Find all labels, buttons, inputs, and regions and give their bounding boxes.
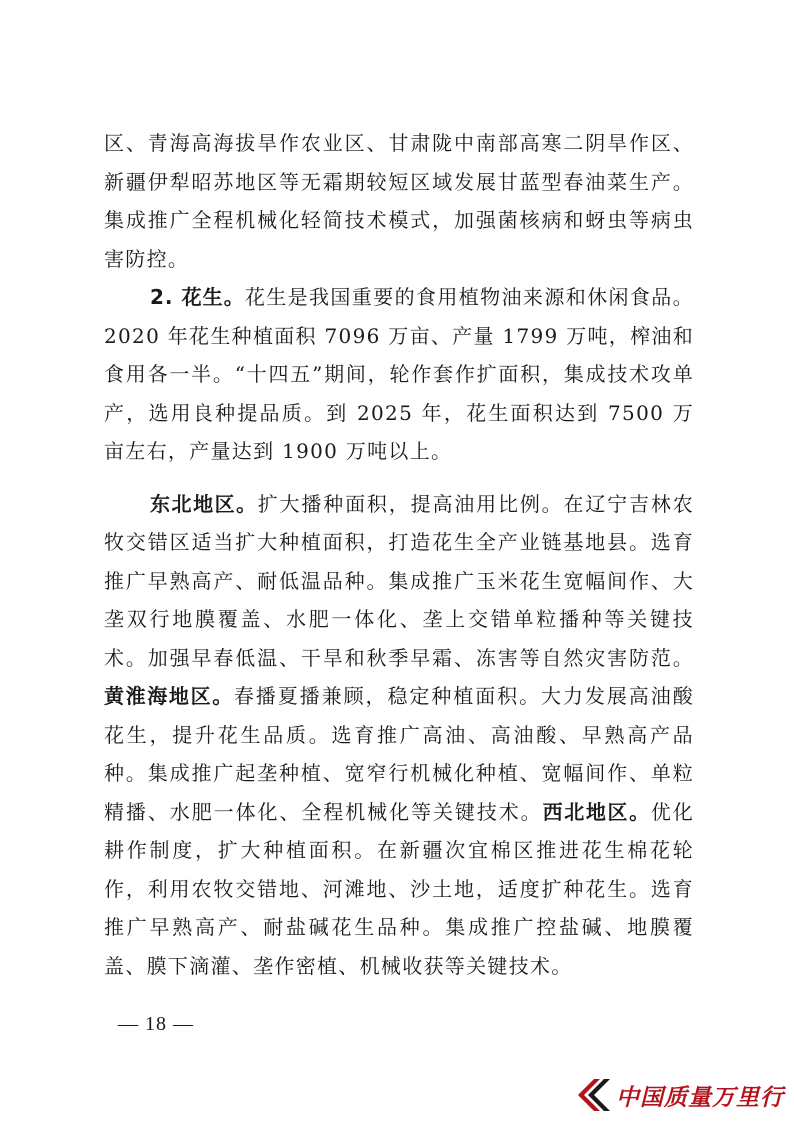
peanut-paragraph [104,278,694,471]
region-heading-huanghuaihai: 黄淮海地区。 [104,684,234,708]
region-heading-northeast: 东北地区。 [150,491,258,516]
body-text [104,124,694,985]
region-text-huanghuaihai: 春播夏播兼顾，稳定种植面积。大力发展高油酸花生，提升花生品质。选育推广高油、高油酸、早熟高产品种。集成推广起垄种植、宽窄行机械化种植、宽幅间作、单粒精播、水肥一体化、全程机械化等关键技术。 [104,684,694,824]
watermark-text: 中国质量万里行 [616,1084,784,1111]
region-text-northeast: 扩大播种面积，提高油用比例。在辽宁吉林农牧交错区适当扩大种植面积，打造花生全产业链基地县。选育推广早熟高产、耐低温品种。集成推广玉米花生宽幅间作、大垄双行地膜覆盖、水肥一体化、垄上交错单粒播种等关键技术。加强早春低温、干旱和秋季早霜、冻害等自然灾害防范。 [104,491,695,670]
region-heading-northwest: 西北地区。 [542,799,651,824]
section-heading-peanut: 2. 花生。 [150,285,245,309]
watermark [574,1075,784,1115]
page-number: — 18 — [118,1013,194,1035]
region-text-northwest: 优化耕作制度，扩大种植面积。在新疆次宜棉区推进花生棉花轮作，利用农牧交错地、河滩地、沙土地，适度扩种花生。选育推广早熟高产、耐盐碱花生品种。集成推广控盐碱、地膜覆盖、膜下滴灌、垄作密植、机械收获等关键技术。 [104,799,694,978]
regions-paragraph [104,485,694,986]
chevron-logo-icon [574,1075,614,1115]
peanut-intro-text: 花生是我国重要的食用植物油来源和休闲食品。2020 年花生种植面积 7096 万亩、产量 1799 万吨，榨油和食用各一半。“十四五”期间，轮作套作扩面积，集成技术攻单产，选用良种提品质。到 2025 年，花生面积达到 7500 万亩左右，产量达到 1900 万吨以上。 [104,285,694,463]
continuation-text: 区、青海高海拔旱作农业区、甘肃陇中南部高寒二阴旱作区、新疆伊犁昭苏地区等无霜期较短区域发展甘蓝型春油菜生产。集成推广全程机械化轻简技术模式，加强菌核病和蚜虫等病虫害防控。 [104,131,694,271]
continuation-paragraph [104,124,694,278]
